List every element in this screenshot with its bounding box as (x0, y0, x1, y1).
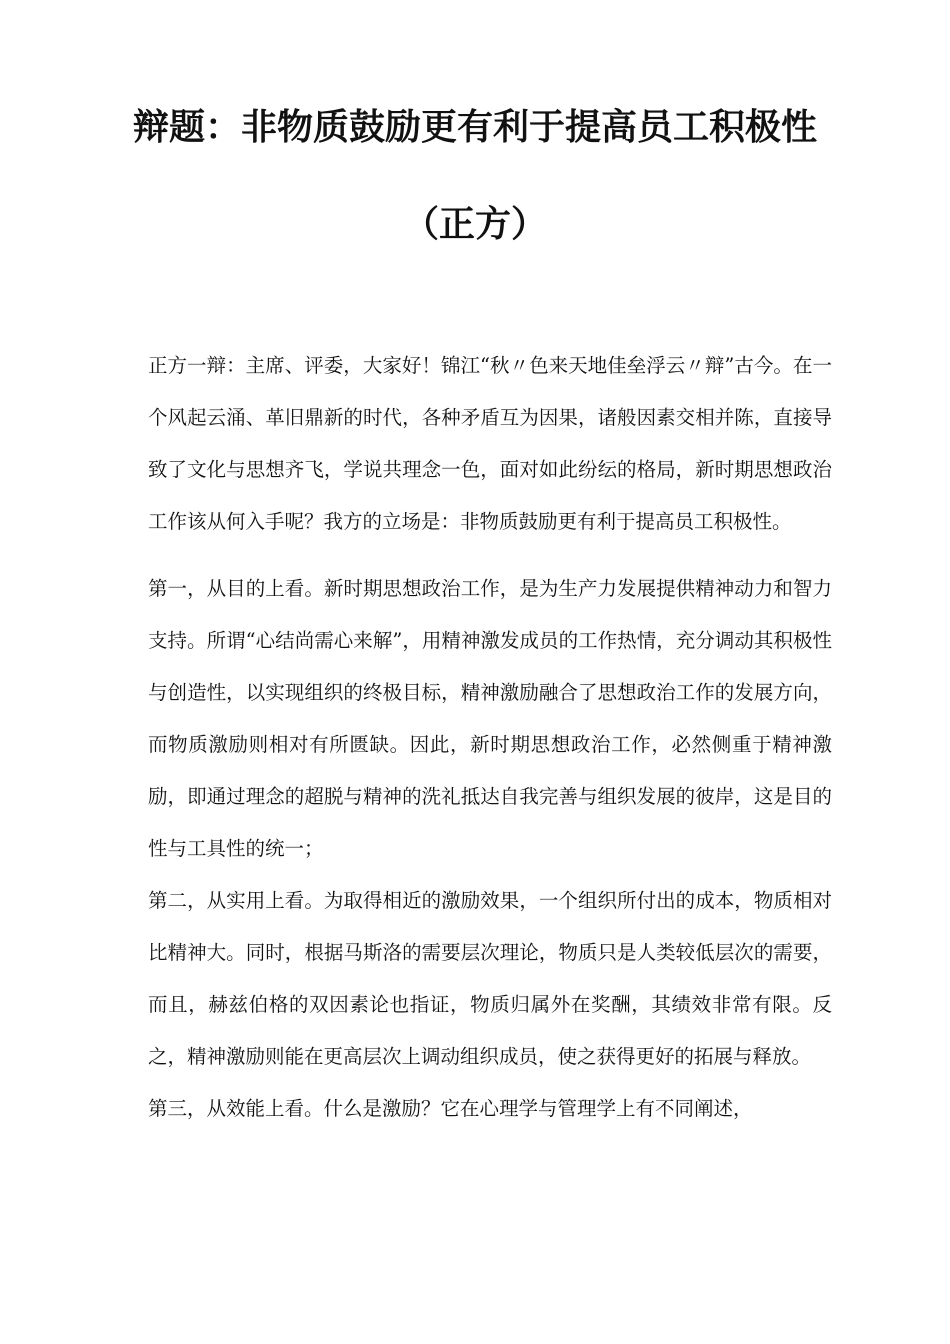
paragraph-opening: 正方一辩：主席、评委，大家好！锦江“秋〃色来天地佳垒浮云〃辩”古今。在一个风起云涌、革旧鼎新的时代，各种矛盾互为因果，诸般因素交相并陈，直接导致了文化与思想齐飞，学说共理念一色，面对如此纷纭的格局，新时期思想政治工作该从何入手呢？我方的立场是：非物质鼓励更有利于提高员工积极性。 (148, 354, 832, 533)
paragraph-point-three: 第三，从效能上看。什么是激励？它在心理学与管理学上有不同阐述， (148, 1097, 753, 1120)
document-body (148, 340, 832, 1135)
debate-side-label: （正方） (402, 204, 547, 245)
document-title: 辩题：非物质鼓励更有利于提高员工积极性 (132, 107, 817, 148)
paragraph-point-one: 第一，从目的上看。新时期思想政治工作，是为生产力发展提供精神动力和智力支持。所谓“心结尚需心来解”，用精神激发成员的工作热情，充分调动其积极性与创造性，以实现组织的终极目标，精神激励融合了思想政治工作的发展方向，而物质激励则相对有所匮缺。因此，新时期思想政治工作，必然侧重于精神激励，即通过理念的超脱与精神的洗礼抵达自我完善与组织发展的彼岸，这是目的性与工具性的统一； (148, 577, 832, 860)
paragraph-point-two: 第二，从实用上看。为取得相近的激励效果，一个组织所付出的成本，物质相对比精神大。同时，根据马斯洛的需要层次理论，物质只是人类较低层次的需要，而且，赫兹伯格的双因素论也指证，物质归属外在奖酬，其绩效非常有限。反之，精神激励则能在更高层次上调动组织成员，使之获得更好的拓展与释放。 (148, 889, 832, 1068)
